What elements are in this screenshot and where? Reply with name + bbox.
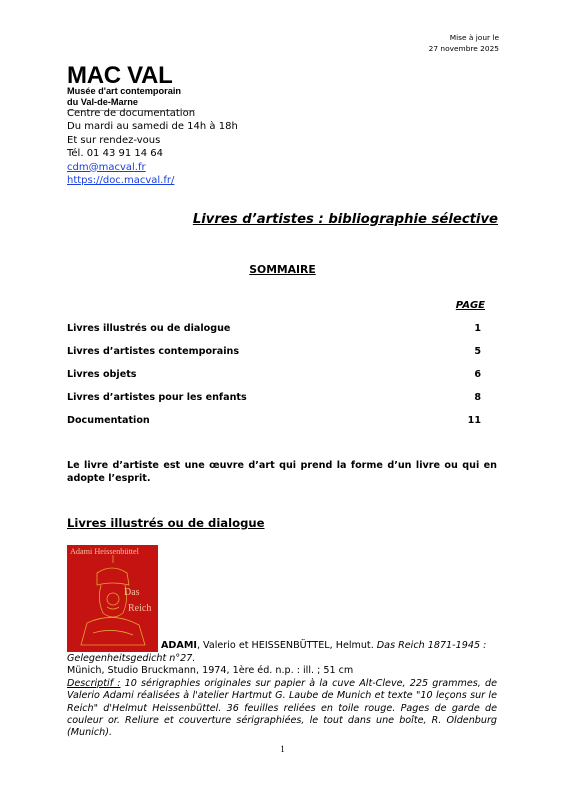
toc-entry-label: Documentation: [67, 415, 150, 426]
section-title: Livres illustrés ou de dialogue: [67, 516, 265, 530]
cover-authors-text: Adami Heissenbüttel: [70, 547, 139, 556]
entry-heading-line: [161, 640, 486, 651]
document-title: Livres d’artistes : bibliographie sélective: [192, 212, 498, 227]
entry-description: [67, 678, 497, 740]
contact-appointment: Et sur rendez-vous: [67, 134, 161, 146]
contact-block: [67, 107, 238, 187]
entry-author-main: ADAMI: [161, 640, 197, 651]
entry-subtitle: Gelegenheitsgedicht n°27.: [67, 653, 196, 664]
entry-title: Das Reich 1871-1945 :: [376, 640, 487, 651]
cover-word-reich: Reich: [128, 603, 152, 614]
toc-entry-page: 6: [474, 369, 481, 380]
intro-paragraph: Le livre d’artiste est une œuvre d’art qui prend la forme d’un livre ou qui en adopte l’esprit.: [67, 460, 497, 484]
contact-hours: Du mardi au samedi de 14h à 18h: [67, 121, 238, 133]
toc-entry-page: 11: [467, 415, 481, 426]
entry-publication: Münich, Studio Bruckmann, 1974, 1ère éd. n.p. : ill. ; 51 cm: [67, 665, 354, 677]
toc-entry[interactable]: [67, 346, 481, 357]
cover-word-das: Das: [124, 587, 140, 598]
contact-phone: Tél. 01 43 91 14 64: [67, 148, 164, 160]
toc-entry[interactable]: [67, 415, 481, 426]
page-number: 1: [280, 744, 285, 754]
entry-authors: , Valerio et HEISSENBÜTTEL, Helmut.: [196, 640, 377, 651]
toc-entry[interactable]: [67, 369, 481, 380]
toc-heading: SOMMAIRE: [249, 263, 316, 276]
toc-entry-page: 8: [474, 392, 481, 403]
description-text: 10 sérigraphies originales sur papier à la cuve Alt-Cleve, 225 grammes, de Valerio Adami réalisées à l'atelier Hartmut G. Laube de Munich et texte "10 leçons sur le Reich" d'Helmut Heissenbüttel. 36 feuilles reliées en toile rouge. Pages de garde de couleur or. Reliure et couverture sérigraphiées, le tout dans une boîte, R. Oldenburg (Munich).: [67, 677, 497, 739]
contact-email-link[interactable]: cdm@macval.fr: [67, 161, 146, 173]
toc-entry[interactable]: [67, 392, 481, 403]
toc-entry-label: Livres d’artistes pour les enfants: [67, 392, 247, 403]
toc-entry-page: 5: [474, 346, 481, 357]
toc-entry-label: Livres d’artistes contemporains: [67, 346, 240, 357]
update-note: [429, 32, 499, 54]
update-date: 27 novembre 2025: [428, 44, 499, 53]
book-cover-image: [67, 545, 158, 652]
logo-subtitle-line1: Musée d'art contemporain: [67, 86, 181, 96]
toc-entry-label: Livres objets: [67, 369, 137, 380]
toc-page-column-header: PAGE: [455, 300, 485, 311]
macval-logo: [67, 62, 195, 111]
description-label: Descriptif :: [67, 677, 121, 689]
logo-title: MAC VAL: [67, 62, 173, 89]
entry-body: [67, 653, 497, 740]
contact-website-link[interactable]: https://doc.macval.fr/: [67, 175, 175, 187]
logo-subtitle-line2: du Val-de-Marne: [67, 97, 138, 107]
toc-entry-page: 1: [474, 323, 481, 334]
toc-entry-label: Livres illustrés ou de dialogue: [67, 323, 231, 334]
update-label: Mise à jour le: [449, 33, 499, 42]
toc-entry[interactable]: [67, 323, 481, 334]
contact-department: Centre de documentation: [67, 108, 196, 119]
